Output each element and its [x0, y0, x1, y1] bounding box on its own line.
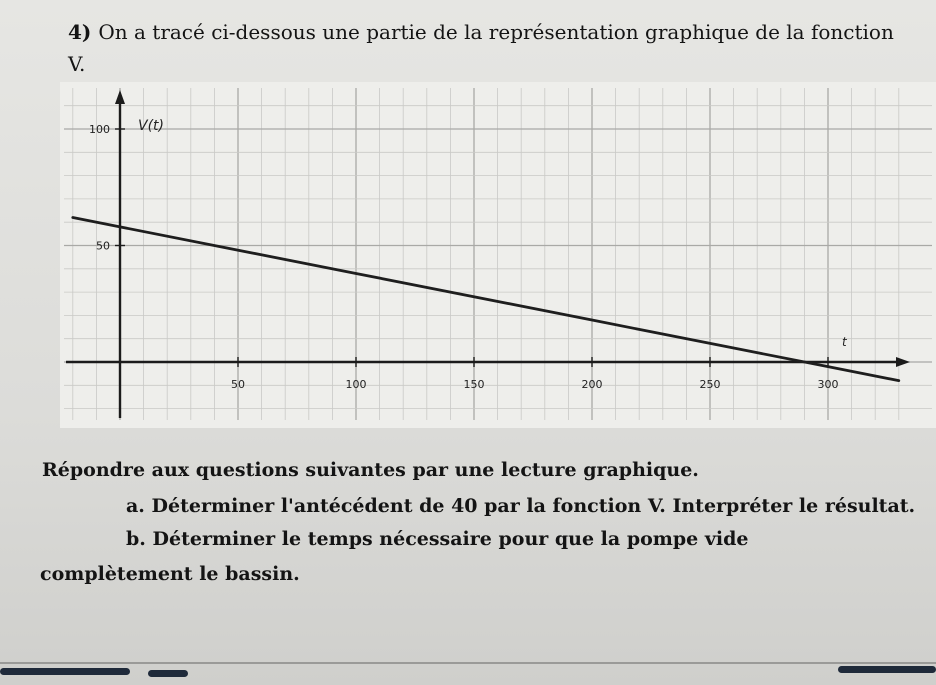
x-tick-label: 100 — [345, 378, 367, 391]
question-a: a. Déterminer l'antécédent de 40 par la fonction V. Interpréter le résultat. — [126, 495, 916, 517]
question-b-line1: b. Déterminer le temps nécessaire pour que la pompe vide — [126, 528, 749, 550]
page-bottom-rule — [0, 662, 936, 664]
exercise-number: 4) — [68, 20, 92, 44]
ink-mark — [148, 670, 188, 677]
series-point — [591, 319, 593, 321]
questions-intro: Répondre aux questions suivantes par une lecture graphique. — [42, 459, 699, 481]
y-axis-label: V(t) — [138, 118, 164, 134]
ink-mark — [0, 668, 130, 675]
y-tick-label: 100 — [89, 123, 110, 136]
series-point — [898, 380, 900, 382]
ink-mark — [838, 666, 936, 673]
exercise-title-text: On a tracé ci-dessous une partie de la représentation graphique de la fonction — [98, 20, 894, 44]
x-tick-label: 300 — [817, 378, 839, 391]
series-point — [827, 366, 829, 368]
function-graph — [60, 82, 936, 428]
series-point — [119, 226, 121, 228]
x-axis-label: t — [842, 335, 847, 349]
exercise-title-line1 — [68, 20, 894, 44]
exercise-title-line2: V. — [68, 52, 86, 76]
x-tick-label: 150 — [463, 378, 485, 391]
x-tick-label: 250 — [699, 378, 721, 391]
series-point — [733, 347, 735, 349]
series-point — [355, 273, 357, 275]
x-tick-label: 200 — [581, 378, 603, 391]
question-b-line2: complètement le bassin. — [40, 563, 300, 585]
x-tick-label: 50 — [231, 378, 245, 391]
y-tick-label: 50 — [96, 239, 110, 253]
series-point — [72, 217, 74, 219]
